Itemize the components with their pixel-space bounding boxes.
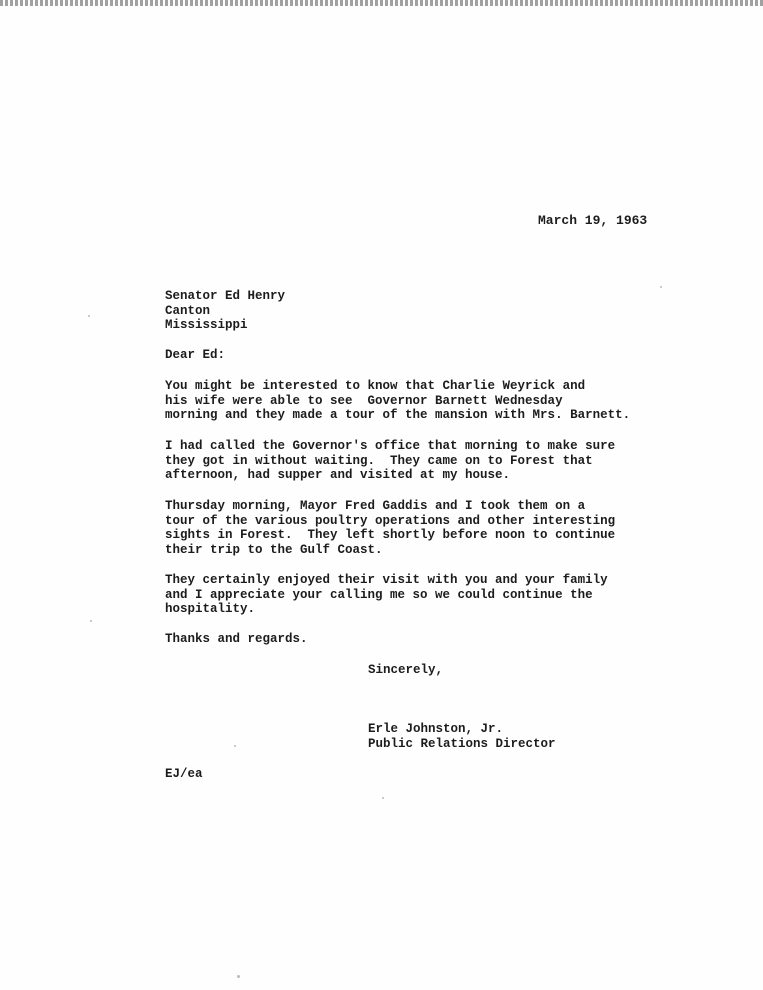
scan-speck	[90, 620, 92, 622]
recipient-name: Senator Ed Henry	[165, 289, 286, 303]
scan-speck	[382, 797, 384, 799]
thanks-line: Thanks and regards.	[165, 632, 308, 646]
recipient-city: Canton	[165, 303, 211, 318]
signer-name: Erle Johnston, Jr.	[368, 722, 504, 736]
scan-speck	[88, 315, 90, 317]
body-paragraph-1: You might be interested to know that Charlie Weyrick and his wife were able to see Governor Barnett Wednesday morning and they made a tour of the mansion with Mrs. Barnett.	[165, 379, 631, 423]
signer-title: Public Relations Director	[368, 736, 556, 751]
body-paragraph-4: They certainly enjoyed their visit with you and your family and I appreciate your calling me so we could continue the hospitality.	[165, 573, 608, 617]
recipient-state: Mississippi	[165, 318, 248, 333]
scan-speck	[660, 286, 662, 288]
letter-date: March 19, 1963	[538, 213, 648, 228]
reference-initials: EJ/ea	[165, 767, 203, 781]
recipient-address	[165, 289, 285, 333]
complimentary-closing: Sincerely,	[368, 663, 444, 677]
body-paragraph-3: Thursday morning, Mayor Fred Gaddis and I took them on a tour of the various poultry operations and other interesting sights in Forest. They left shortly before noon to continue their trip to the Gulf Coast.	[165, 499, 616, 558]
page-top-edge	[0, 0, 763, 6]
scan-speck	[237, 975, 240, 978]
salutation: Dear Ed:	[165, 348, 226, 362]
signature-block	[368, 722, 556, 751]
scan-speck	[234, 745, 236, 747]
body-paragraph-2: I had called the Governor's office that morning to make sure they got in without waiting. They came on to Forest that afternoon, had supper and visited at my house.	[165, 439, 616, 483]
